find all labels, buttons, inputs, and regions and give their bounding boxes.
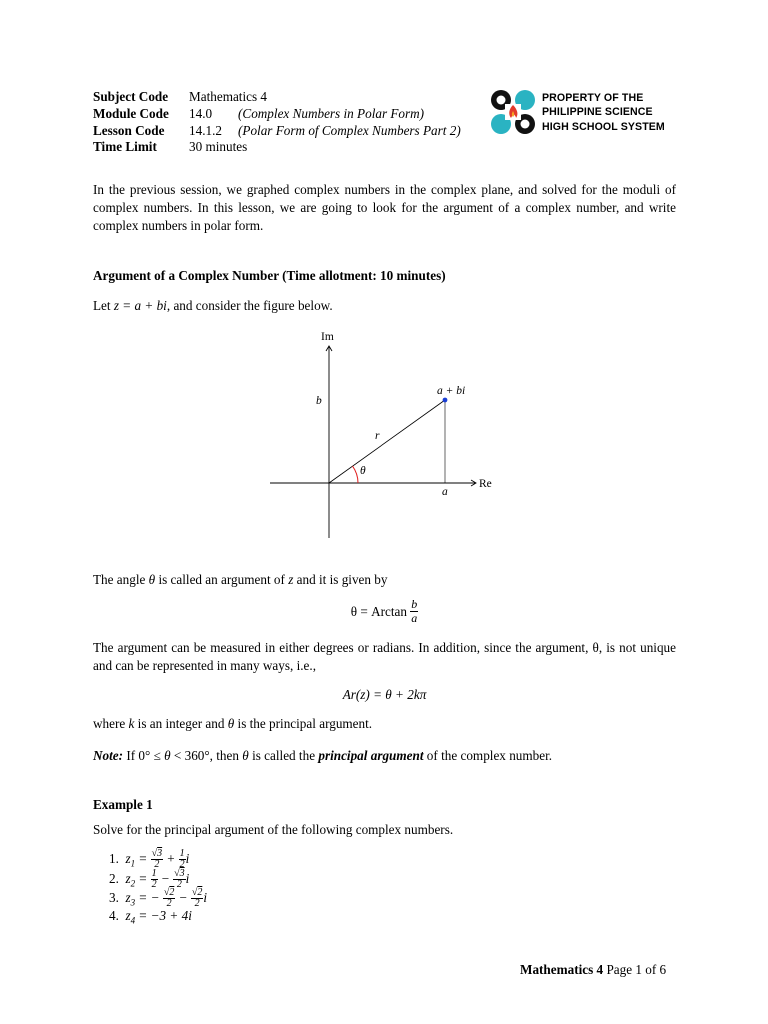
where-mid: is an integer and [134, 716, 228, 731]
modulus-line [329, 400, 445, 483]
where-theta: θ [227, 716, 235, 731]
point-label: a + bi [437, 385, 466, 397]
argument-paragraph: The argument can be measured in either degrees or radians. In addition, since the argument, θ, is not unique and can be represented in many ways, i.e., [93, 640, 676, 673]
r-label: r [375, 430, 380, 442]
note-theta: θ [164, 748, 171, 763]
logo-text-line1: PROPERTY OF THE [542, 92, 644, 104]
b-label: b [316, 395, 322, 407]
logo-text-line3: HIGH SCHOOL SYSTEM [542, 121, 665, 133]
pshs-logo-icon [489, 89, 537, 135]
complex-point [443, 398, 448, 403]
where-text [93, 715, 372, 732]
formula-arctan-lhs: θ = Arctan [350, 604, 407, 619]
footer-subject: Mathematics 4 [520, 962, 604, 977]
note-emph: principal argument [318, 748, 424, 763]
note-label: Note: [93, 748, 124, 763]
formula-arctan-den: a [411, 611, 418, 625]
list-item-math: $z_2$ = $\frac{1}{2}$ − $\frac{√3}{2}$ i [125, 868, 190, 891]
note-theta2: θ [242, 748, 249, 763]
module-code-label: Module Code [93, 106, 169, 121]
let-math: z = a + bi [113, 298, 167, 313]
list-item-math: $z_4 = -3 + 4i$ [125, 908, 192, 926]
time-limit-value: 30 minutes [189, 139, 248, 154]
angle-text-mid: is called an argument of [155, 572, 289, 587]
subject-code-value: Mathematics 4 [189, 89, 268, 104]
where-post: is the principal argument. [234, 716, 373, 731]
list-item-number: 3. [109, 890, 119, 905]
list-item [109, 906, 192, 931]
list-item-math: $z_3$ = − $\frac{√2}{2}$ − $\frac{√2}{2}$ i [125, 887, 207, 910]
formula-general-argument: Ar(z) = θ + 2kπ [342, 687, 427, 702]
module-code-title: (Complex Numbers in Polar Form) [238, 106, 425, 121]
re-label: Re [479, 478, 492, 490]
note-pre: If 0° ≤ [123, 748, 165, 763]
lesson-code-value: 14.1.2 [189, 123, 222, 138]
intro-paragraph: In the previous session, we graphed complex numbers in the complex plane, and solved for the moduli of complex numbers. In this lesson, we are going to look for the argument of a complex number, and write complex numbers in polar form. [93, 182, 676, 233]
example-instruction: Solve for the principal argument of the following complex numbers. [93, 822, 454, 837]
module-code-value: 14.0 [189, 106, 213, 121]
subject-code-label: Subject Code [93, 89, 169, 104]
page-footer [520, 961, 666, 978]
logo-text-line2: PHILIPPINE SCIENCE [542, 106, 653, 118]
theta-label: θ [360, 465, 366, 477]
list-item-number: 2. [109, 871, 119, 886]
list-item-number: 4. [109, 908, 119, 923]
angle-text-z: z [288, 572, 294, 587]
time-limit-label: Time Limit [93, 139, 157, 154]
note-text [93, 747, 552, 764]
note-mid2: is called the [248, 748, 319, 763]
let-statement [93, 297, 333, 314]
list-item-math: $z_1$ = $\frac{√3}{2}$ + $\frac{1}{2}$ i [125, 848, 190, 871]
footer-page-number: Page 1 of 6 [603, 962, 667, 977]
im-label: Im [321, 331, 334, 343]
lesson-code-title: (Polar Form of Complex Numbers Part 2) [238, 123, 461, 138]
note-post: of the complex number. [423, 748, 553, 763]
angle-text-post: and it is given by [293, 572, 388, 587]
where-pre: where [93, 716, 129, 731]
complex-plane-figure [260, 320, 520, 545]
example-heading: Example 1 [93, 797, 153, 812]
angle-text-theta: θ [148, 572, 156, 587]
formula-arctan [93, 598, 676, 625]
lesson-code-label: Lesson Code [93, 123, 165, 138]
a-label: a [442, 486, 448, 498]
angle-arc [353, 466, 359, 483]
note-mid: < 360°, then [170, 748, 243, 763]
let-pre: Let [93, 298, 114, 313]
list-item-number: 1. [109, 851, 119, 866]
angle-text-pre: The angle [93, 572, 149, 587]
let-post: , and consider the figure below. [166, 298, 333, 313]
formula-arctan-num: b [411, 597, 418, 611]
section-heading-argument: Argument of a Complex Number (Time allotment: 10 minutes) [93, 268, 446, 283]
angle-text [93, 571, 387, 588]
formula-arctan-fraction [410, 598, 418, 625]
where-k: k [128, 716, 135, 731]
